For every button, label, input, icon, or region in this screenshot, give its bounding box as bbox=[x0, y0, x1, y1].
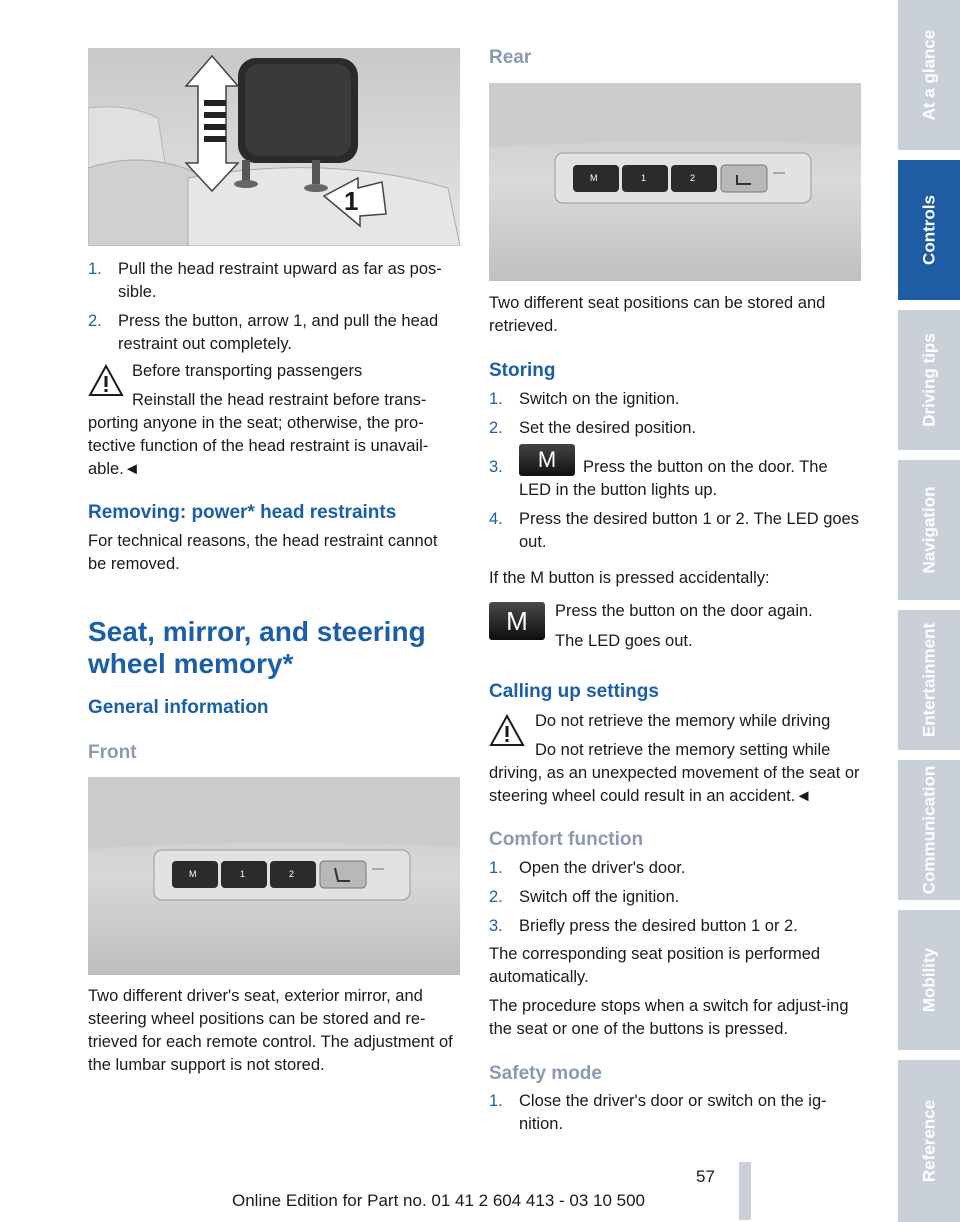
warning-icon bbox=[489, 714, 525, 747]
warning-body-rest: driving, as an unexpected movement of the seat or steering wheel could result in an accident.◄ bbox=[489, 764, 860, 805]
rear-memory-panel-figure bbox=[489, 83, 861, 281]
tab-label: Controls bbox=[919, 195, 939, 265]
accidental-line2: The LED goes out. bbox=[555, 632, 693, 650]
list-item bbox=[489, 1090, 861, 1136]
step-text: Press the button, arrow 1, and pull the head restraint out completely. bbox=[118, 312, 439, 353]
step-number: 3. bbox=[489, 458, 503, 476]
chapter-tabs bbox=[898, 0, 960, 1222]
tab-label: Communication bbox=[919, 765, 939, 895]
headrest-illustration bbox=[88, 48, 460, 246]
step-number: 1. bbox=[489, 1092, 503, 1110]
step-text: Pull the head restraint upward as far as pos-sible. bbox=[118, 260, 442, 301]
front-text: Two different driver's seat, exterior mirror, and steering wheel positions can be stored and re-trieved for each remote control. The adjustment of the lumbar support is not stored. bbox=[88, 987, 453, 1074]
list-item bbox=[489, 915, 861, 938]
section-heading bbox=[88, 616, 426, 680]
rear-button-2-label: 2 bbox=[690, 173, 696, 183]
tab-label: Driving tips bbox=[919, 333, 939, 427]
rear-heading: Rear bbox=[489, 47, 532, 68]
tab-reference[interactable] bbox=[898, 1060, 960, 1222]
list-item bbox=[489, 388, 861, 411]
step-number: 2. bbox=[489, 888, 503, 906]
section-heading-line2: wheel memory* bbox=[88, 648, 294, 679]
step-number: 1. bbox=[489, 859, 503, 877]
safety-steps bbox=[489, 1090, 861, 1142]
list-item bbox=[88, 258, 460, 304]
step-text: Open the driver's door. bbox=[519, 859, 686, 877]
rear-button-m-label: M bbox=[590, 173, 598, 183]
rear-text: Two different seat positions can be stored and retrieved. bbox=[489, 294, 826, 335]
tab-entertainment[interactable] bbox=[898, 610, 960, 756]
accidental-text: If the M button is pressed accidentally: bbox=[489, 569, 770, 587]
tab-communication[interactable] bbox=[898, 760, 960, 906]
front-heading: Front bbox=[88, 742, 137, 763]
tab-navigation[interactable] bbox=[898, 460, 960, 606]
comfort-steps bbox=[489, 857, 861, 944]
step-text: Switch off the ignition. bbox=[519, 888, 680, 906]
removing-heading: Removing: power* head restraints bbox=[88, 502, 397, 523]
list-item bbox=[489, 886, 861, 909]
panel-button-2-label: 2 bbox=[289, 869, 295, 879]
list-item bbox=[489, 857, 861, 880]
comfort-text-1: The corresponding seat position is performed automatically. bbox=[489, 945, 821, 986]
tab-driving-tips[interactable] bbox=[898, 310, 960, 456]
page-marker-bar bbox=[739, 1162, 751, 1220]
tab-label: Reference bbox=[919, 1099, 939, 1183]
calling-heading: Calling up settings bbox=[489, 681, 659, 702]
step-text: Briefly press the desired button 1 or 2. bbox=[519, 917, 798, 935]
step-number: 1. bbox=[88, 260, 102, 278]
m-button-icon: M bbox=[519, 444, 575, 476]
step-text: Close the driver's door or switch on the ig-nition. bbox=[519, 1092, 827, 1133]
accidental-line1: Press the button on the door again. bbox=[555, 602, 813, 620]
comfort-heading: Comfort function bbox=[489, 829, 644, 850]
general-heading: General information bbox=[88, 697, 269, 718]
storing-steps bbox=[489, 388, 861, 560]
front-memory-panel-figure bbox=[88, 777, 460, 975]
warning-icon bbox=[88, 364, 124, 397]
tab-label: Entertainment bbox=[919, 622, 939, 738]
warning-body-first: Reinstall the head restraint before trans- bbox=[132, 391, 427, 409]
headrest-figure bbox=[88, 48, 460, 246]
panel-button-1-label: 1 bbox=[240, 869, 246, 879]
tab-at-a-glance[interactable] bbox=[898, 0, 960, 156]
step-number: 1. bbox=[489, 390, 503, 408]
step-number: 2. bbox=[489, 419, 503, 437]
warning-body-rest: porting anyone in the seat; otherwise, the pro-tective function of the head restraint is unavail-able.◄ bbox=[88, 414, 429, 478]
safety-heading: Safety mode bbox=[489, 1063, 602, 1084]
step-number: 3. bbox=[489, 917, 503, 935]
tab-controls[interactable] bbox=[898, 160, 960, 306]
tab-label: Navigation bbox=[919, 486, 939, 574]
step-text: Set the desired position. bbox=[519, 419, 697, 437]
front-panel-illustration bbox=[88, 777, 460, 975]
footer-edition: Online Edition for Part no. 01 41 2 604 413 - 03 10 500 bbox=[232, 1191, 646, 1210]
step-number: 2. bbox=[88, 312, 102, 330]
rear-panel-illustration bbox=[489, 83, 861, 281]
page-number: 57 bbox=[696, 1167, 715, 1186]
list-item bbox=[489, 417, 861, 440]
list-item bbox=[88, 310, 460, 356]
step-text: Switch on the ignition. bbox=[519, 390, 680, 408]
tab-mobility[interactable] bbox=[898, 910, 960, 1056]
warning-title: Do not retrieve the memory while driving bbox=[535, 712, 831, 730]
list-item bbox=[489, 508, 861, 554]
rear-button-1-label: 1 bbox=[641, 173, 647, 183]
step-text: Press the button on the door. The LED in the button lights up. bbox=[519, 458, 828, 499]
comfort-text-2: The procedure stops when a switch for adjust-ing the seat or one of the buttons is pressed. bbox=[489, 997, 849, 1038]
tab-label: Mobility bbox=[919, 947, 939, 1013]
panel-button-m-label: M bbox=[189, 869, 197, 879]
warning-body-first: Do not retrieve the memory setting while bbox=[535, 741, 831, 759]
section-heading-line1: Seat, mirror, and steering bbox=[88, 616, 426, 647]
step-text: Press the desired button 1 or 2. The LED goes out. bbox=[519, 510, 859, 551]
headrest-removal-steps bbox=[88, 258, 460, 362]
removing-text: For technical reasons, the head restraint cannot be removed. bbox=[88, 532, 438, 573]
step-number: 4. bbox=[489, 510, 503, 528]
list-item bbox=[489, 446, 861, 502]
tab-label: At a glance bbox=[919, 29, 939, 121]
warning-title: Before transporting passengers bbox=[132, 362, 363, 380]
m-button-large-icon: M bbox=[489, 602, 545, 640]
headrest-callout-label: 1 bbox=[344, 186, 359, 216]
storing-heading: Storing bbox=[489, 360, 556, 381]
